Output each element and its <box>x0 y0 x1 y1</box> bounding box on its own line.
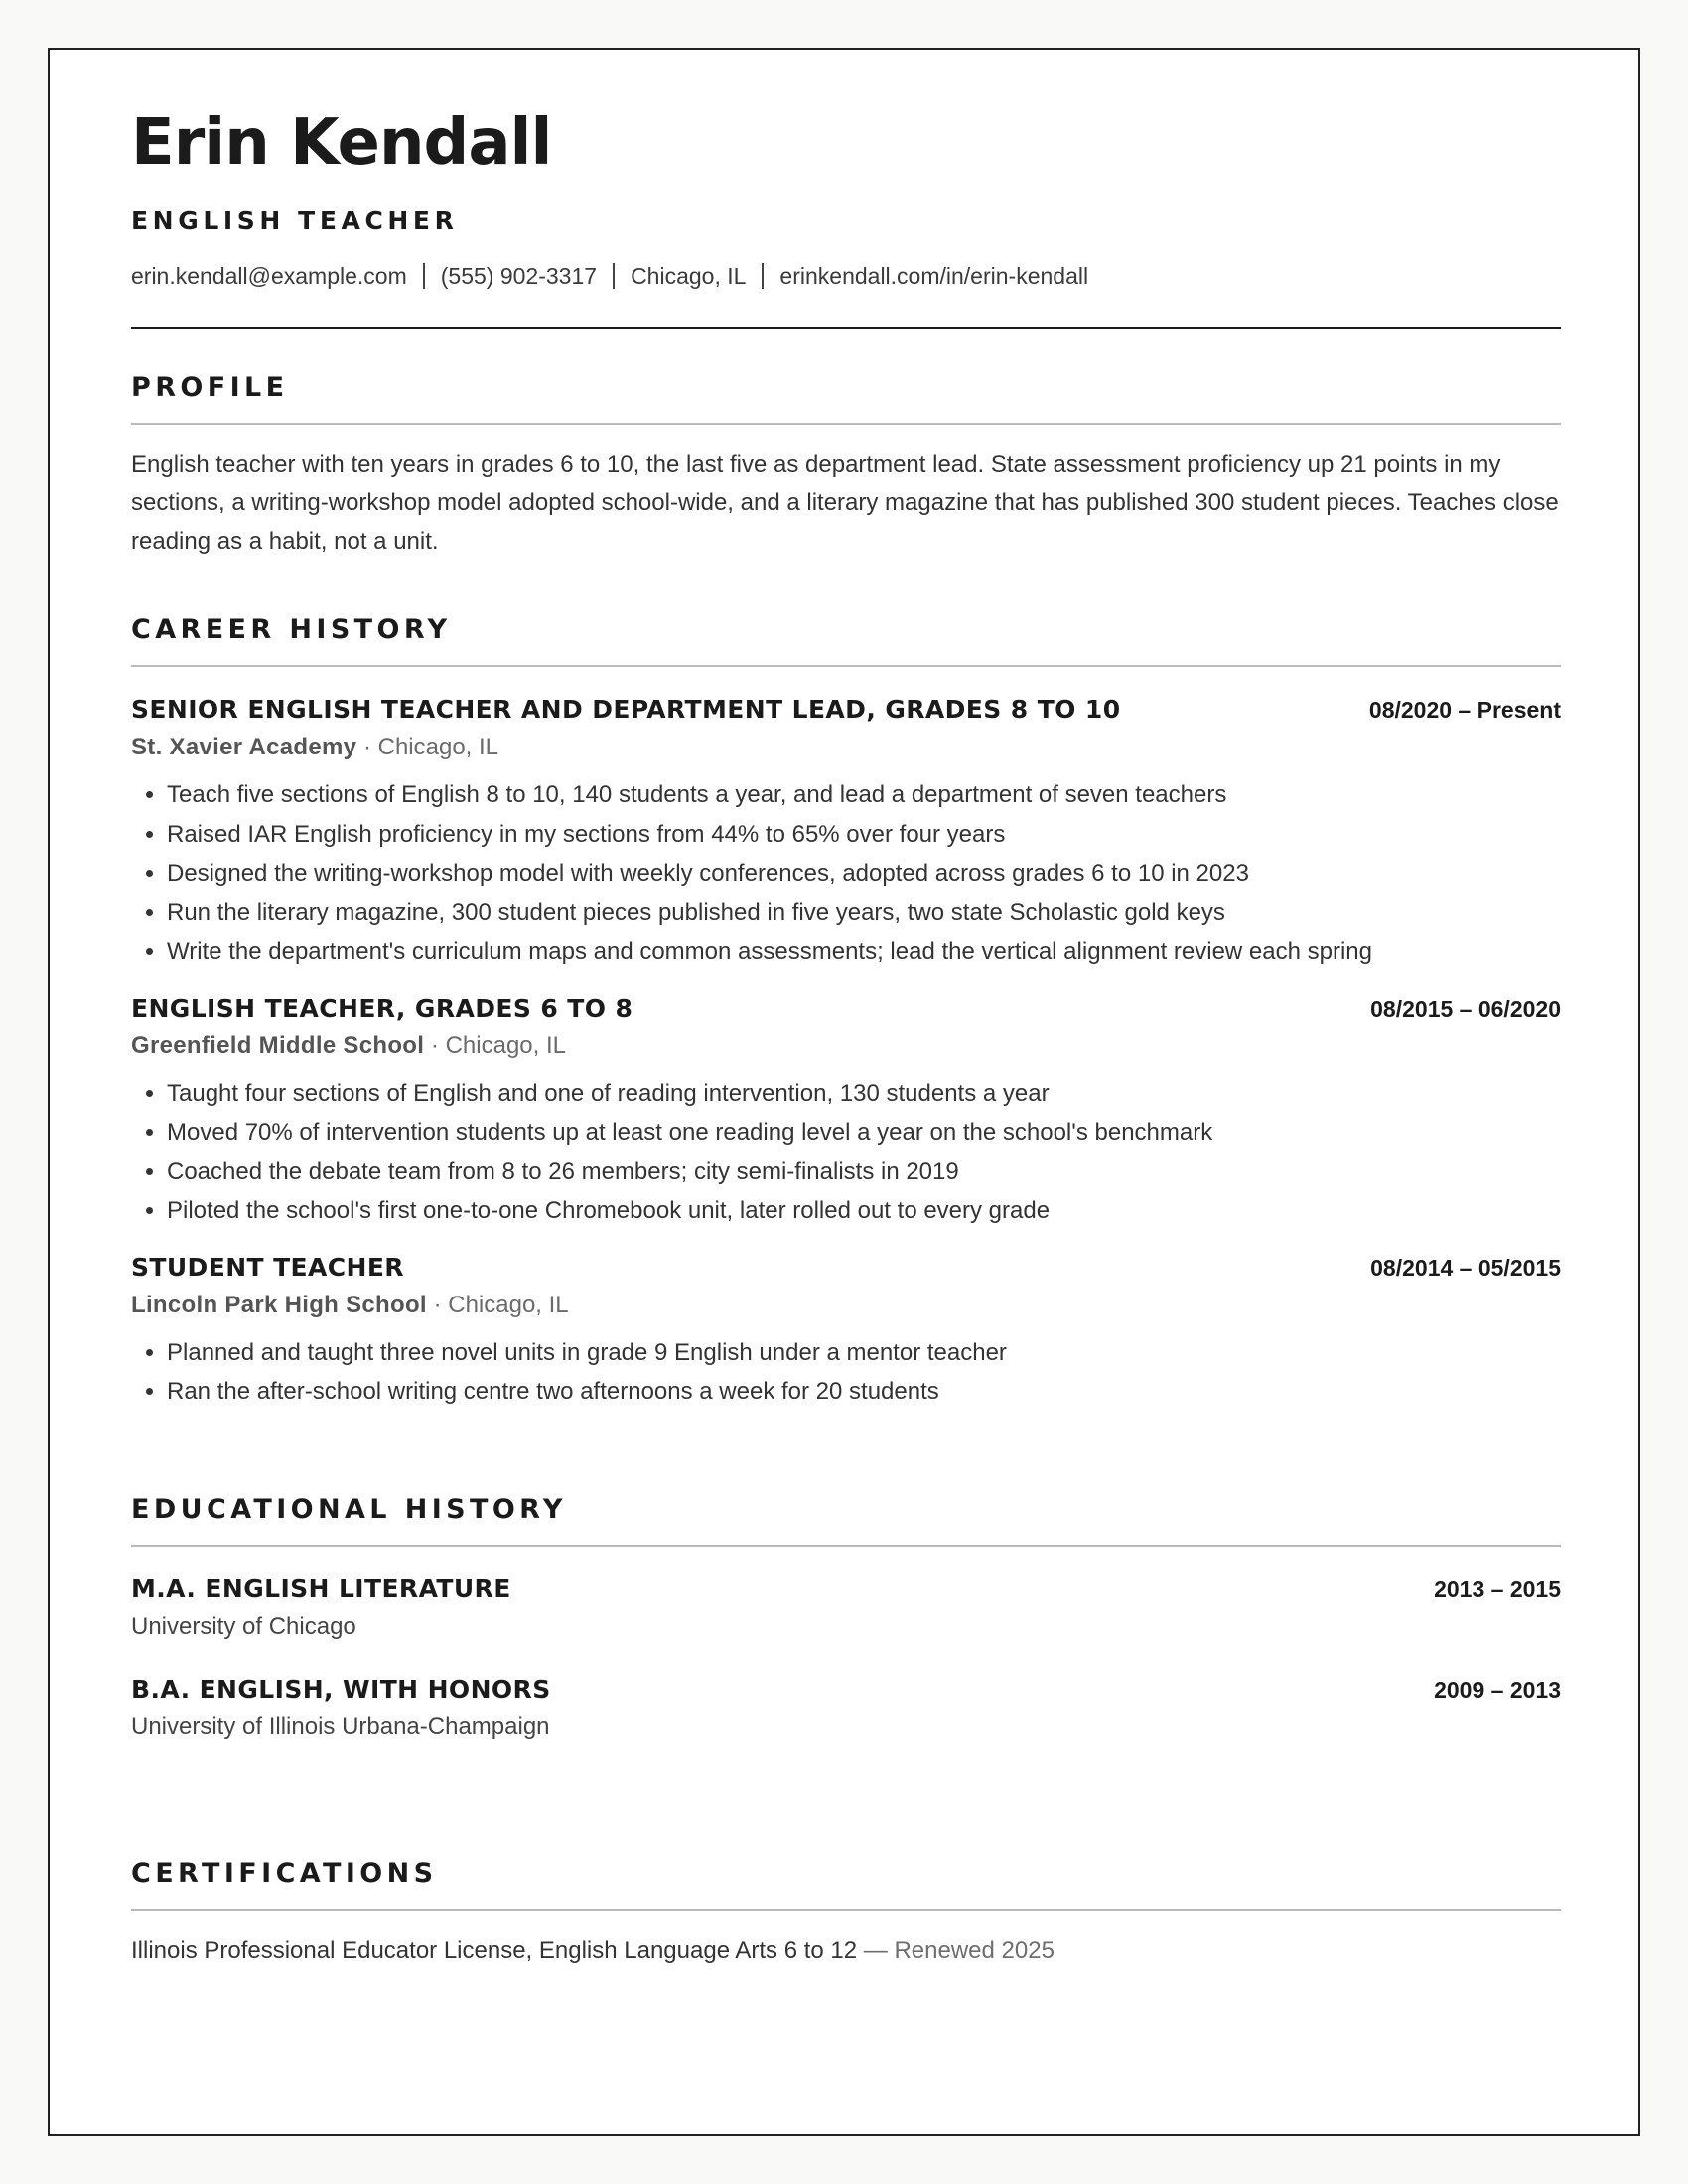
degree-name: M.A. ENGLISH LITERATURE <box>131 1574 511 1603</box>
profile-summary: English teacher with ten years in grades 6 to 10, the last five as department lead. State assessment proficiency up 21 points in my sections, a writing-workshop model adopted school-wide, and a literary magazine that has published 300 student pieces. Teaches close reading as a habit, not a unit. <box>131 451 1559 555</box>
contact-divider <box>613 263 615 289</box>
job-bullet: • Coached the debate team from 8 to 26 members; city semi-finalists in 2019 <box>167 1153 1561 1192</box>
job-bullet: • Piloted the school's first one-to-one Chromebook unit, later rolled out to every grade <box>167 1191 1561 1231</box>
job-entry <box>131 695 1561 972</box>
school-name: University of Illinois Urbana-Champaign <box>131 1713 550 1740</box>
job-dates: 08/2014 – 05/2015 <box>1370 1254 1561 1281</box>
section-title-certifications: CERTIFICATIONS <box>131 1858 438 1889</box>
job-employer <box>131 734 1561 761</box>
job-bullet: • Planned and taught three novel units in grade 9 English under a mentor teacher <box>167 1333 1561 1373</box>
education-header <box>131 1574 1561 1603</box>
section-title-career: CAREER HISTORY <box>131 614 452 645</box>
job-header <box>131 1253 1561 1282</box>
section-divider <box>131 1909 1561 1911</box>
job-bullet: • Write the department's curriculum maps and common assessments; lead the vertical alignment review each spring <box>167 932 1561 972</box>
section-divider <box>131 665 1561 667</box>
job-bullets <box>131 1333 1561 1412</box>
job-entry <box>131 994 1561 1231</box>
certification-entry <box>131 1937 1561 1965</box>
employer-name: Greenfield Middle School <box>131 1031 425 1059</box>
job-bullet: • Run the literary magazine, 300 student pieces published in five years, two state Scholastic gold keys <box>167 893 1561 933</box>
job-bullet: • Ran the after-school writing centre two afternoons a week for 20 students <box>167 1372 1561 1412</box>
job-bullet: • Taught four sections of English and one of reading intervention, 130 students a year <box>167 1074 1561 1114</box>
employer-location: · Chicago, IL <box>356 734 499 760</box>
job-dates: 08/2020 – Present <box>1368 697 1561 723</box>
job-title: STUDENT TEACHER <box>131 1252 404 1282</box>
job-bullet: • Raised IAR English proficiency in my sections from 44% to 65% over four years <box>167 815 1561 855</box>
job-dates: 08/2015 – 06/2020 <box>1370 995 1561 1022</box>
education-entry <box>131 1675 1561 1741</box>
job-bullet: • Moved 70% of intervention students up at least one reading level a year on the school's benchmark <box>167 1113 1561 1153</box>
job-title: ENGLISH TEACHER, GRADES 6 TO 8 <box>131 993 633 1023</box>
contact-phone[interactable]: (555) 902-3317 <box>440 262 598 289</box>
contact-website[interactable]: erinkendall.com/in/erin-kendall <box>779 262 1089 289</box>
section-divider <box>131 1545 1561 1547</box>
certification-name: Illinois Professional Educator License, English Language Arts 6 to 12 <box>131 1937 858 1964</box>
section-title-profile: PROFILE <box>131 372 289 403</box>
employer-name: Lincoln Park High School <box>131 1291 427 1318</box>
degree-dates: 2009 – 2013 <box>1434 1677 1561 1703</box>
job-header <box>131 994 1561 1023</box>
job-bullets <box>131 775 1561 972</box>
job-title: SENIOR ENGLISH TEACHER AND DEPARTMENT LEAD, GRADES 8 TO 10 <box>131 695 1121 724</box>
job-entry <box>131 1253 1561 1412</box>
candidate-name: Erin Kendall <box>131 106 552 180</box>
education-entry <box>131 1574 1561 1641</box>
job-header <box>131 695 1561 724</box>
contact-divider <box>762 263 764 289</box>
school-name: University of Chicago <box>131 1613 356 1640</box>
contact-email[interactable]: erin.kendall@example.com <box>131 262 407 289</box>
education-section <box>131 1496 1561 1741</box>
employer-name: St. Xavier Academy <box>131 734 357 760</box>
employer-location: · Chicago, IL <box>424 1031 566 1059</box>
employer-location: · Chicago, IL <box>426 1291 569 1318</box>
profile-section <box>131 374 1561 561</box>
contact-divider <box>423 263 425 289</box>
job-employer <box>131 1292 1561 1319</box>
resume-page <box>48 48 1640 2136</box>
job-bullet: • Teach five sections of English 8 to 10, 140 students a year, and lead a department of seven teachers <box>167 775 1561 815</box>
section-divider <box>131 423 1561 425</box>
career-section <box>131 616 1561 1412</box>
job-bullet: • Designed the writing-workshop model with weekly conferences, adopted across grades 6 to 10 in 2023 <box>167 854 1561 893</box>
degree-dates: 2013 – 2015 <box>1434 1576 1561 1602</box>
certifications-section <box>131 1860 1561 1965</box>
header-divider <box>131 327 1561 329</box>
degree-name: B.A. ENGLISH, WITH HONORS <box>131 1675 551 1704</box>
certification-renewal: — Renewed 2025 <box>857 1937 1055 1964</box>
education-header <box>131 1675 1561 1704</box>
candidate-role: ENGLISH TEACHER <box>131 206 459 235</box>
job-employer <box>131 1032 1561 1060</box>
contact-line <box>131 263 1088 289</box>
job-bullets <box>131 1074 1561 1231</box>
contact-location: Chicago, IL <box>631 262 747 289</box>
section-title-education: EDUCATIONAL HISTORY <box>131 1494 567 1525</box>
